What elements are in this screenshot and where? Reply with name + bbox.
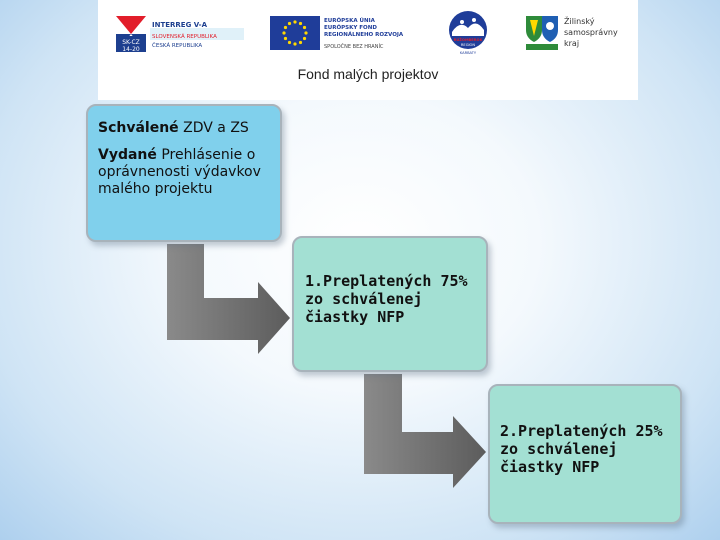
zsk-line2: samosprávny (564, 28, 618, 37)
eu-line2: EURÓPSKY FOND (324, 25, 377, 31)
arrow-to-step2 (364, 374, 486, 488)
zsk-line3: kraj (564, 39, 580, 48)
interreg-name: INTERREG V-A (152, 21, 207, 29)
step1-box: 1.Preplatených 75% zo schválenej čiastky NFP (292, 236, 488, 372)
eu-line3: REGIONÁLNEHO ROZVOJA (324, 32, 404, 38)
region-line1: RUŽOMBEROK (453, 38, 483, 42)
declaration-line (98, 147, 272, 198)
declaration-bold: Vydané (98, 147, 157, 163)
interreg-line2: ČESKÁ REPUBLIKA (152, 43, 203, 49)
arrow-to-step1 (167, 244, 290, 354)
zsk-line1: Žilinský (564, 17, 595, 26)
interreg-code1: SK-CZ (122, 39, 140, 46)
step2-box: 2.Preplatených 25% zo schválenej čiastky NFP (488, 384, 682, 524)
region-line3: KARBATY (459, 51, 477, 55)
eu-line1: EURÓPSKA ÚNIA (324, 18, 375, 24)
approval-box (86, 104, 282, 242)
declaration-rest: Prehlásenie o oprávnenosti výdavkov malého projektu (98, 147, 261, 197)
approval-rest: ZDV a ZS (178, 120, 249, 136)
banner-title: Fond malých projektov (297, 66, 439, 82)
interreg-code2: 14-20 (122, 46, 140, 53)
approval-line (98, 120, 272, 137)
region-line2: REGION (460, 43, 476, 47)
eu-line4: SPOLOČNE BEZ HRANÍC (324, 44, 384, 50)
approval-bold: Schválené (98, 120, 179, 136)
interreg-line1: SLOVENSKÁ REPUBLIKA (152, 34, 217, 40)
